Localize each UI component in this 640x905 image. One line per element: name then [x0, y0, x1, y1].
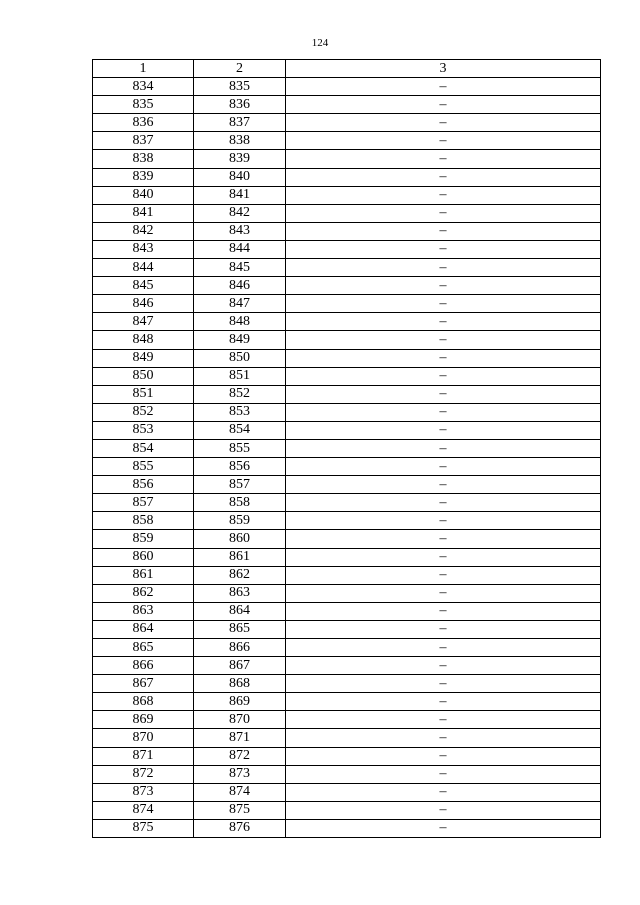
table-cell-col-3: – — [286, 566, 601, 584]
table-cell-col-1: 844 — [93, 259, 194, 277]
table-cell-col-3: – — [286, 512, 601, 530]
table-cell-col-3: – — [286, 168, 601, 186]
table-cell-col-1: 865 — [93, 639, 194, 657]
table-cell-col-2: 855 — [194, 439, 286, 457]
table-header-row — [93, 60, 601, 78]
table-cell-col-3: – — [286, 222, 601, 240]
table-cell-col-3: – — [286, 240, 601, 258]
table-cell-col-1: 872 — [93, 765, 194, 783]
table-cell-col-2: 874 — [194, 783, 286, 801]
table-cell-col-1: 858 — [93, 512, 194, 530]
table-cell-col-1: 841 — [93, 204, 194, 222]
table-cell-col-2: 840 — [194, 168, 286, 186]
table-cell-col-2: 853 — [194, 403, 286, 421]
table-row — [93, 313, 601, 331]
table-cell-col-3: – — [286, 403, 601, 421]
table-cell-col-1: 863 — [93, 602, 194, 620]
table-cell-col-2: 839 — [194, 150, 286, 168]
table-cell-col-2: 858 — [194, 494, 286, 512]
table-cell-col-2: 866 — [194, 639, 286, 657]
table-cell-col-2: 869 — [194, 693, 286, 711]
table-cell-col-3: – — [286, 765, 601, 783]
table-row — [93, 765, 601, 783]
table-cell-col-1: 853 — [93, 421, 194, 439]
table-cell-col-2: 875 — [194, 801, 286, 819]
table-row — [93, 132, 601, 150]
table-cell-col-2: 838 — [194, 132, 286, 150]
table-cell-col-2: 836 — [194, 96, 286, 114]
table-cell-col-2: 854 — [194, 421, 286, 439]
table-row — [93, 548, 601, 566]
table-cell-col-1: 838 — [93, 150, 194, 168]
table-cell-col-2: 876 — [194, 819, 286, 837]
table-cell-col-3: – — [286, 747, 601, 765]
table-cell-col-1: 856 — [93, 476, 194, 494]
table-cell-col-1: 860 — [93, 548, 194, 566]
table-cell-col-3: – — [286, 602, 601, 620]
table-cell-col-2: 868 — [194, 675, 286, 693]
table-cell-col-3: – — [286, 801, 601, 819]
table-cell-col-3: – — [286, 277, 601, 295]
table-cell-col-2: 864 — [194, 602, 286, 620]
table-row — [93, 458, 601, 476]
table-cell-col-2: 862 — [194, 566, 286, 584]
table-row — [93, 204, 601, 222]
table-cell-col-3: – — [286, 639, 601, 657]
table-cell-col-3: – — [286, 186, 601, 204]
table-cell-col-1: 845 — [93, 277, 194, 295]
table-row — [93, 240, 601, 258]
table-cell-col-2: 852 — [194, 385, 286, 403]
table-row — [93, 78, 601, 96]
table-cell-col-1: 836 — [93, 114, 194, 132]
table-cell-col-1: 866 — [93, 657, 194, 675]
table-cell-col-2: 837 — [194, 114, 286, 132]
table-row — [93, 168, 601, 186]
table-cell-col-3: – — [286, 421, 601, 439]
table-row — [93, 729, 601, 747]
table-cell-col-1: 846 — [93, 295, 194, 313]
table-row — [93, 331, 601, 349]
table-cell-col-2: 851 — [194, 367, 286, 385]
table-cell-col-3: – — [286, 783, 601, 801]
table-row — [93, 584, 601, 602]
table-cell-col-1: 843 — [93, 240, 194, 258]
table-row — [93, 349, 601, 367]
table-cell-col-3: – — [286, 819, 601, 837]
table-cell-col-3: – — [286, 729, 601, 747]
table-cell-col-3: – — [286, 657, 601, 675]
table-cell-col-1: 861 — [93, 566, 194, 584]
table-row — [93, 150, 601, 168]
table-row — [93, 476, 601, 494]
table-cell-col-3: – — [286, 385, 601, 403]
table-cell-col-1: 839 — [93, 168, 194, 186]
table-cell-col-2: 849 — [194, 331, 286, 349]
table-cell-col-1: 859 — [93, 530, 194, 548]
table-row — [93, 295, 601, 313]
table-cell-col-1: 834 — [93, 78, 194, 96]
table-row — [93, 620, 601, 638]
table-row — [93, 783, 601, 801]
table-cell-col-2: 842 — [194, 204, 286, 222]
table-cell-col-3: – — [286, 331, 601, 349]
table-cell-col-3: – — [286, 476, 601, 494]
table-cell-col-3: – — [286, 693, 601, 711]
table-cell-col-1: 875 — [93, 819, 194, 837]
table-row — [93, 512, 601, 530]
column-header-1: 1 — [93, 60, 194, 78]
table-row — [93, 439, 601, 457]
table-row — [93, 639, 601, 657]
column-header-3: 3 — [286, 60, 601, 78]
table-cell-col-3: – — [286, 349, 601, 367]
table-cell-col-1: 871 — [93, 747, 194, 765]
table-cell-col-1: 840 — [93, 186, 194, 204]
table-cell-col-1: 857 — [93, 494, 194, 512]
table-cell-col-1: 864 — [93, 620, 194, 638]
table-cell-col-1: 849 — [93, 349, 194, 367]
table-cell-col-2: 857 — [194, 476, 286, 494]
table-cell-col-2: 860 — [194, 530, 286, 548]
table-cell-col-3: – — [286, 96, 601, 114]
table-row — [93, 186, 601, 204]
table-row — [93, 657, 601, 675]
table-cell-col-3: – — [286, 548, 601, 566]
table-cell-col-1: 870 — [93, 729, 194, 747]
table-cell-col-2: 835 — [194, 78, 286, 96]
table-row — [93, 566, 601, 584]
table-row — [93, 530, 601, 548]
table-row — [93, 222, 601, 240]
table-cell-col-1: 867 — [93, 675, 194, 693]
table-row — [93, 367, 601, 385]
column-header-2: 2 — [194, 60, 286, 78]
table-cell-col-1: 850 — [93, 367, 194, 385]
table-row — [93, 819, 601, 837]
table-cell-col-3: – — [286, 620, 601, 638]
table-cell-col-2: 856 — [194, 458, 286, 476]
table-row — [93, 494, 601, 512]
table-cell-col-2: 845 — [194, 259, 286, 277]
table-cell-col-1: 837 — [93, 132, 194, 150]
table-cell-col-2: 873 — [194, 765, 286, 783]
table-row — [93, 801, 601, 819]
table-cell-col-2: 871 — [194, 729, 286, 747]
table-cell-col-3: – — [286, 367, 601, 385]
table-cell-col-1: 847 — [93, 313, 194, 331]
table-cell-col-2: 863 — [194, 584, 286, 602]
table-cell-col-3: – — [286, 295, 601, 313]
table-cell-col-1: 851 — [93, 385, 194, 403]
table-cell-col-3: – — [286, 711, 601, 729]
table-cell-col-3: – — [286, 675, 601, 693]
table-body — [93, 78, 601, 838]
table-cell-col-1: 862 — [93, 584, 194, 602]
table-cell-col-1: 873 — [93, 783, 194, 801]
table-cell-col-2: 867 — [194, 657, 286, 675]
table-cell-col-3: – — [286, 439, 601, 457]
table-cell-col-1: 855 — [93, 458, 194, 476]
table-cell-col-3: – — [286, 150, 601, 168]
table-cell-col-3: – — [286, 114, 601, 132]
table-cell-col-3: – — [286, 78, 601, 96]
table-cell-col-2: 861 — [194, 548, 286, 566]
table-cell-col-2: 841 — [194, 186, 286, 204]
table-cell-col-3: – — [286, 204, 601, 222]
data-table — [92, 59, 601, 838]
page-number: 124 — [311, 37, 329, 49]
table-row — [93, 602, 601, 620]
table-cell-col-1: 835 — [93, 96, 194, 114]
table-cell-col-2: 843 — [194, 222, 286, 240]
table-cell-col-1: 869 — [93, 711, 194, 729]
table-row — [93, 747, 601, 765]
table-row — [93, 385, 601, 403]
table-cell-col-2: 844 — [194, 240, 286, 258]
table-row — [93, 675, 601, 693]
table-cell-col-3: – — [286, 313, 601, 331]
table-row — [93, 421, 601, 439]
table-row — [93, 96, 601, 114]
table-cell-col-2: 865 — [194, 620, 286, 638]
table-cell-col-1: 852 — [93, 403, 194, 421]
table-cell-col-3: – — [286, 530, 601, 548]
table-cell-col-3: – — [286, 259, 601, 277]
table-cell-col-2: 846 — [194, 277, 286, 295]
table-cell-col-3: – — [286, 458, 601, 476]
table-row — [93, 711, 601, 729]
table-row — [93, 693, 601, 711]
table-row — [93, 259, 601, 277]
table-cell-col-1: 868 — [93, 693, 194, 711]
table-cell-col-1: 874 — [93, 801, 194, 819]
table-cell-col-3: – — [286, 494, 601, 512]
table-cell-col-2: 847 — [194, 295, 286, 313]
table-cell-col-2: 848 — [194, 313, 286, 331]
table-cell-col-3: – — [286, 132, 601, 150]
table-row — [93, 114, 601, 132]
table-cell-col-1: 842 — [93, 222, 194, 240]
table-cell-col-1: 854 — [93, 439, 194, 457]
table-cell-col-2: 850 — [194, 349, 286, 367]
table-cell-col-2: 872 — [194, 747, 286, 765]
table-cell-col-1: 848 — [93, 331, 194, 349]
table-row — [93, 277, 601, 295]
table-cell-col-3: – — [286, 584, 601, 602]
table-row — [93, 403, 601, 421]
table-cell-col-2: 859 — [194, 512, 286, 530]
table-cell-col-2: 870 — [194, 711, 286, 729]
